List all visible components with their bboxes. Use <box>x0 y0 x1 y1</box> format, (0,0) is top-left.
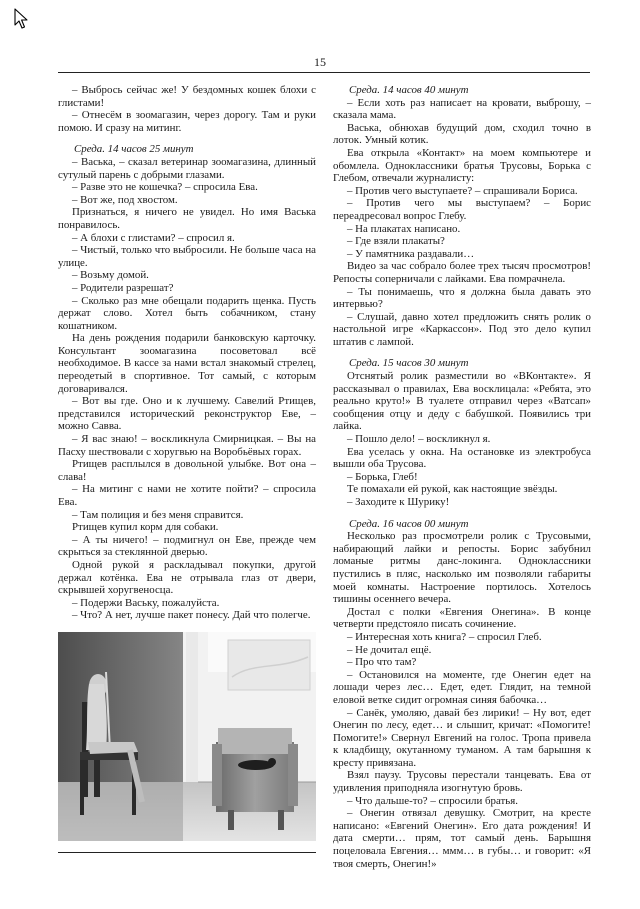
text-paragraph: – Интересная хоть книга? – спросил Глеб. <box>347 630 542 643</box>
section-time-heading: Среда. 15 часов 30 минут <box>349 357 469 370</box>
header-rule <box>58 72 590 73</box>
right-text-column <box>333 84 591 870</box>
girl-on-chair-with-cat-illustration <box>58 632 316 841</box>
text-paragraph: – У памятника раздавали… <box>347 247 475 260</box>
text-paragraph: Взял паузу. Трусовы перестали танцевать. Ева от удивления приподняла изогнутую бровь. <box>333 769 591 795</box>
text-paragraph: Признаться, я ничего не увидел. Но имя Васька понравилось. <box>58 206 316 231</box>
text-paragraph: Те помахали ей рукой, как настоящие звёзды. <box>347 483 558 496</box>
text-paragraph: – Васька, – сказал ветеринар зоомагазина, длинный сутулый парень с добрыми глазами. <box>58 155 316 181</box>
text-paragraph: – Родители разрешат? <box>72 281 174 294</box>
text-paragraph: – Онегин отвязал девушку. Смотрит, на кресте написано: «Евгений Онегин». Его дата рождения! И дата смерти… прям, тот самый день. Барышня поцеловала Евгения… ммм… в губы… и говорит: «Я твоя смерть, Онегин!» <box>333 807 591 870</box>
text-paragraph: Ртищев купил корм для собаки. <box>72 521 219 534</box>
footer-rule <box>58 852 316 853</box>
left-text-column <box>58 84 316 622</box>
text-paragraph: Ева открыла «Контакт» на моем компьютере и обомлела. Одноклассники братья Трусовы, Борька с Глебом, отвечали журналисту: <box>333 146 591 185</box>
text-paragraph: – Я вас знаю! – воскликнула Смирницкая. – Вы на Пасху шествовали с хоругвью на Воробьёвых горах. <box>58 433 316 458</box>
text-paragraph: – Ты понимаешь, что я должна была давать это интервью? <box>333 285 591 311</box>
text-paragraph: – Сколько раз мне обещали подарить щенка. Пусть держат слово. Хотел быть собачником, стану кошатником. <box>58 294 316 332</box>
text-paragraph: Ртищев расплылся в довольной улыбке. Вот она – слава! <box>58 458 316 483</box>
text-paragraph: – Пошло дело! – воскликнул я. <box>347 433 491 446</box>
text-paragraph: – Чистый, только что выбросили. Не больше часа на улице. <box>58 244 316 269</box>
text-paragraph: – Выбрось сейчас же! У бездомных кошек блохи с глистами! <box>58 84 316 109</box>
text-paragraph: На день рождения подарили банковскую карточку. Консультант зоомагазина посоветовал всё необходимое. В кассе за нами встал знакомый стрелец, переодетый в спортивное. Тот самый, с которым договаривался. <box>58 332 316 395</box>
text-paragraph: Видео за час собрало более трех тысяч просмотров! Репосты соперничали с лайками. Ева помрачнела. <box>333 260 591 285</box>
text-paragraph: – На митинг с нами не хотите пойти? – спросила Ева. <box>58 483 316 508</box>
text-paragraph: Отснятый ролик разместили во «ВКонтакте». Я рассказывал о правилах, Ева восклицала: «Ребята, это реально круто!» В туалете отправил через «Ватсап» сообщения отцу и деду с бабушкой. Появились три лайка. <box>333 370 591 433</box>
text-paragraph: – Санёк, умоляю, давай без лирики! – Ну вот, едет Онегин по лесу, едет… и слышит, кричат: «Помогите! Помогите!» Свернул Евгений на голос. Тропа привела к кладбищу, окутанному туманом. А там барышня к кресту привязана. <box>333 706 591 769</box>
text-paragraph: – Вот вы где. Оно и к лучшему. Савелий Ртищев, представился исторический реконструктор Еве, – можно Савва. <box>58 395 316 433</box>
text-paragraph: – На плакатах написано. <box>347 222 461 235</box>
text-paragraph: – Слушай, давно хотел предложить снять ролик о настольной игре «Каркассон». Под это дело купил штатив с лампой. <box>333 310 591 348</box>
text-paragraph: – Где взяли плакаты? <box>347 235 445 248</box>
text-paragraph: – Остановился на моменте, где Онегин едет на лошади через лес… Едет, едет. Глядит, на темной еловой ветке сидит огромная синяя бабочка… <box>333 668 591 706</box>
text-paragraph: – Разве это не кошечка? – спросила Ева. <box>72 181 258 194</box>
text-paragraph: Васька, обнюхав будущий дом, сходил точно в лоток. Умный котик. <box>333 121 591 147</box>
text-paragraph: – Вот же, под хвостом. <box>72 193 178 206</box>
text-paragraph: – Против чего выступаете? – спрашивали Бориса. <box>347 184 578 197</box>
text-paragraph: – А блохи с глистами? – спросил я. <box>72 231 235 244</box>
text-paragraph: – Отнесём в зоомагазин, через дорогу. Там и руки помою. И сразу на митинг. <box>58 109 316 134</box>
text-paragraph: – Там полиция и без меня справится. <box>72 508 244 521</box>
mouse-cursor-icon <box>14 8 30 30</box>
text-paragraph: – Против чего мы выступаем? – Борис переадресовал вопрос Глебу. <box>333 197 591 222</box>
text-paragraph: Одной рукой я раскладывал покупки, другой держал котёнка. Ева не отрывала глаз от двери, скрывшей хоругвеносца. <box>58 558 316 597</box>
text-paragraph: – Возьму домой. <box>72 269 149 282</box>
text-paragraph: – Про что там? <box>347 656 417 669</box>
text-paragraph: Ева уселась у окна. На остановке из электробуса вышли оба Трусова. <box>333 445 591 471</box>
text-paragraph: Достал с полки «Евгения Онегина». В конце четверти предстояло писать сочинение. <box>333 605 591 631</box>
text-paragraph: – Если хоть раз написает на кровати, выброшу, – сказала мама. <box>333 96 591 122</box>
text-paragraph: – А ты ничего! – подмигнул он Еве, прежде чем скрыться за стеклянной дверью. <box>58 533 316 559</box>
text-paragraph: – Что дальше-то? – спросили братья. <box>347 794 519 807</box>
text-paragraph: – Заходите к Шурику! <box>347 496 450 508</box>
section-time-heading: Среда. 14 часов 25 минут <box>74 143 194 156</box>
section-time-heading: Среда. 14 часов 40 минут <box>349 84 469 96</box>
section-time-heading: Среда. 16 часов 00 минут <box>349 517 469 530</box>
text-paragraph: – Борька, Глеб! <box>347 470 418 483</box>
page-number: 15 <box>314 55 326 69</box>
text-paragraph: – Подержи Ваську, пожалуйста. <box>72 596 220 609</box>
text-paragraph: – Не дочитал ещё. <box>347 643 432 656</box>
text-paragraph: Несколько раз просмотрели ролик с Трусовыми, набирающий лайки и репосты. Борис забубнил ломаные ритмы данс-локинга. Одноклассники пустились в пляс, насколько им позволяли габариты моей комнаты. Настроение портилось. Хотелось тишины осеннего вечера. <box>333 530 591 606</box>
text-paragraph: – Что? А нет, лучше пакет понесу. Дай что полегче. <box>72 609 311 622</box>
